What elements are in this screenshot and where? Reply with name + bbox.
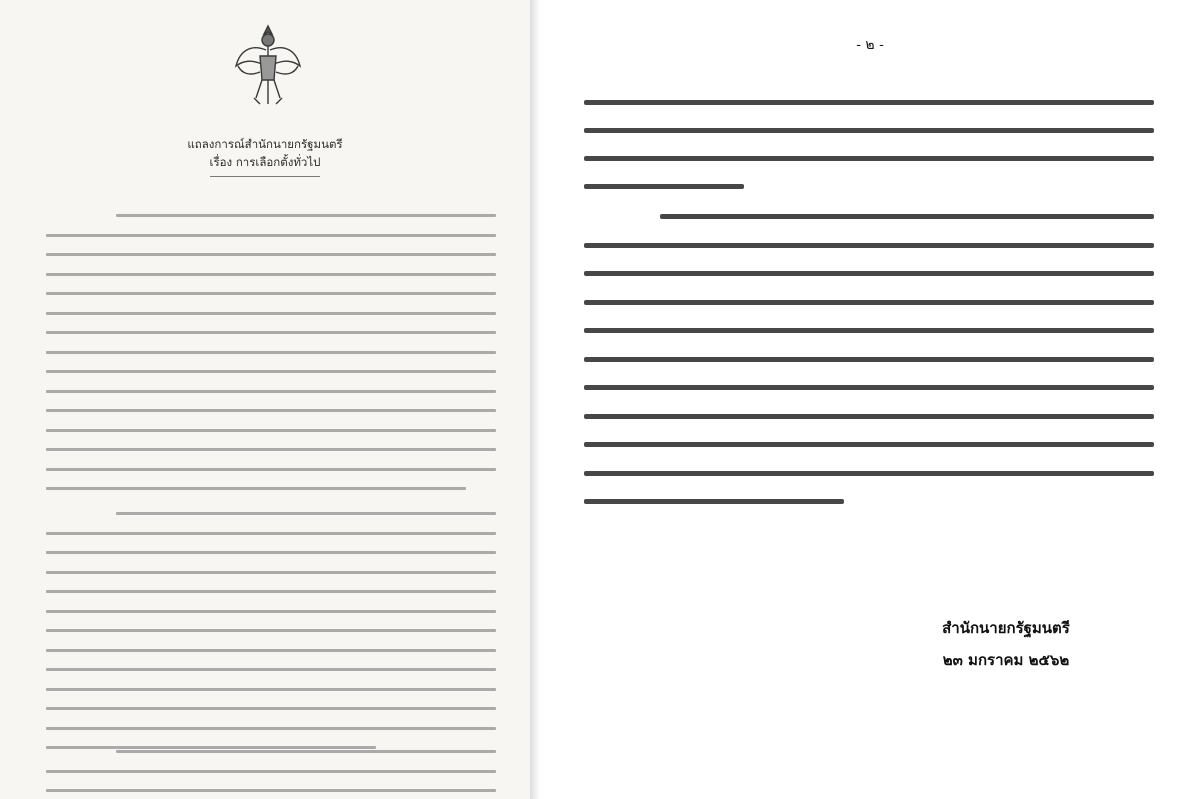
document-page-right [540,0,1200,799]
text-line [46,770,496,773]
text-line [46,688,496,691]
garuda-emblem-icon [232,20,304,110]
text-line [46,253,496,256]
text-line [46,746,376,749]
text-line [46,629,496,632]
announcement-title: แถลงการณ์สำนักนายกรัฐมนตรี [187,137,343,151]
announcement-subject: เรื่อง การเลือกตั้งทั่วไป [209,155,321,169]
text-line [46,292,496,295]
text-line [46,370,496,373]
text-line [584,184,744,189]
text-line [584,271,1154,276]
text-line [46,390,496,393]
text-line [46,707,496,710]
text-line [584,243,1154,248]
text-line [46,351,496,354]
signature-date: ๒๓ มกราคม ๒๕๖๒ [942,651,1070,669]
text-line [46,468,496,471]
text-line [584,100,1154,105]
text-line [116,214,496,217]
text-line [584,471,1154,476]
text-line [46,551,496,554]
text-line [46,590,496,593]
text-line [584,499,844,504]
page-gutter [530,0,540,799]
text-line [46,448,496,451]
text-line [584,414,1154,419]
text-line [46,668,496,671]
text-line [46,571,496,574]
text-line [584,385,1154,390]
document-page-left [0,0,530,799]
text-line [46,789,496,792]
text-line [660,214,1154,219]
text-line [46,487,466,490]
text-line [46,409,496,412]
text-line [46,532,496,535]
text-line [46,649,496,652]
text-line [584,128,1154,133]
title-underline [210,176,320,177]
text-line [584,300,1154,305]
text-line [116,512,496,515]
text-line [46,727,496,730]
text-line [116,750,496,753]
text-line [46,610,496,613]
signature-office: สำนักนายกรัฐมนตรี [942,619,1070,637]
text-line [46,331,496,334]
text-line [584,357,1154,362]
text-line [46,429,496,432]
text-line [584,156,1154,161]
text-line [46,312,496,315]
text-line [584,442,1154,447]
text-line [584,328,1154,333]
text-line [46,234,496,237]
text-line [46,273,496,276]
page-number: - ๒ - [856,37,884,53]
